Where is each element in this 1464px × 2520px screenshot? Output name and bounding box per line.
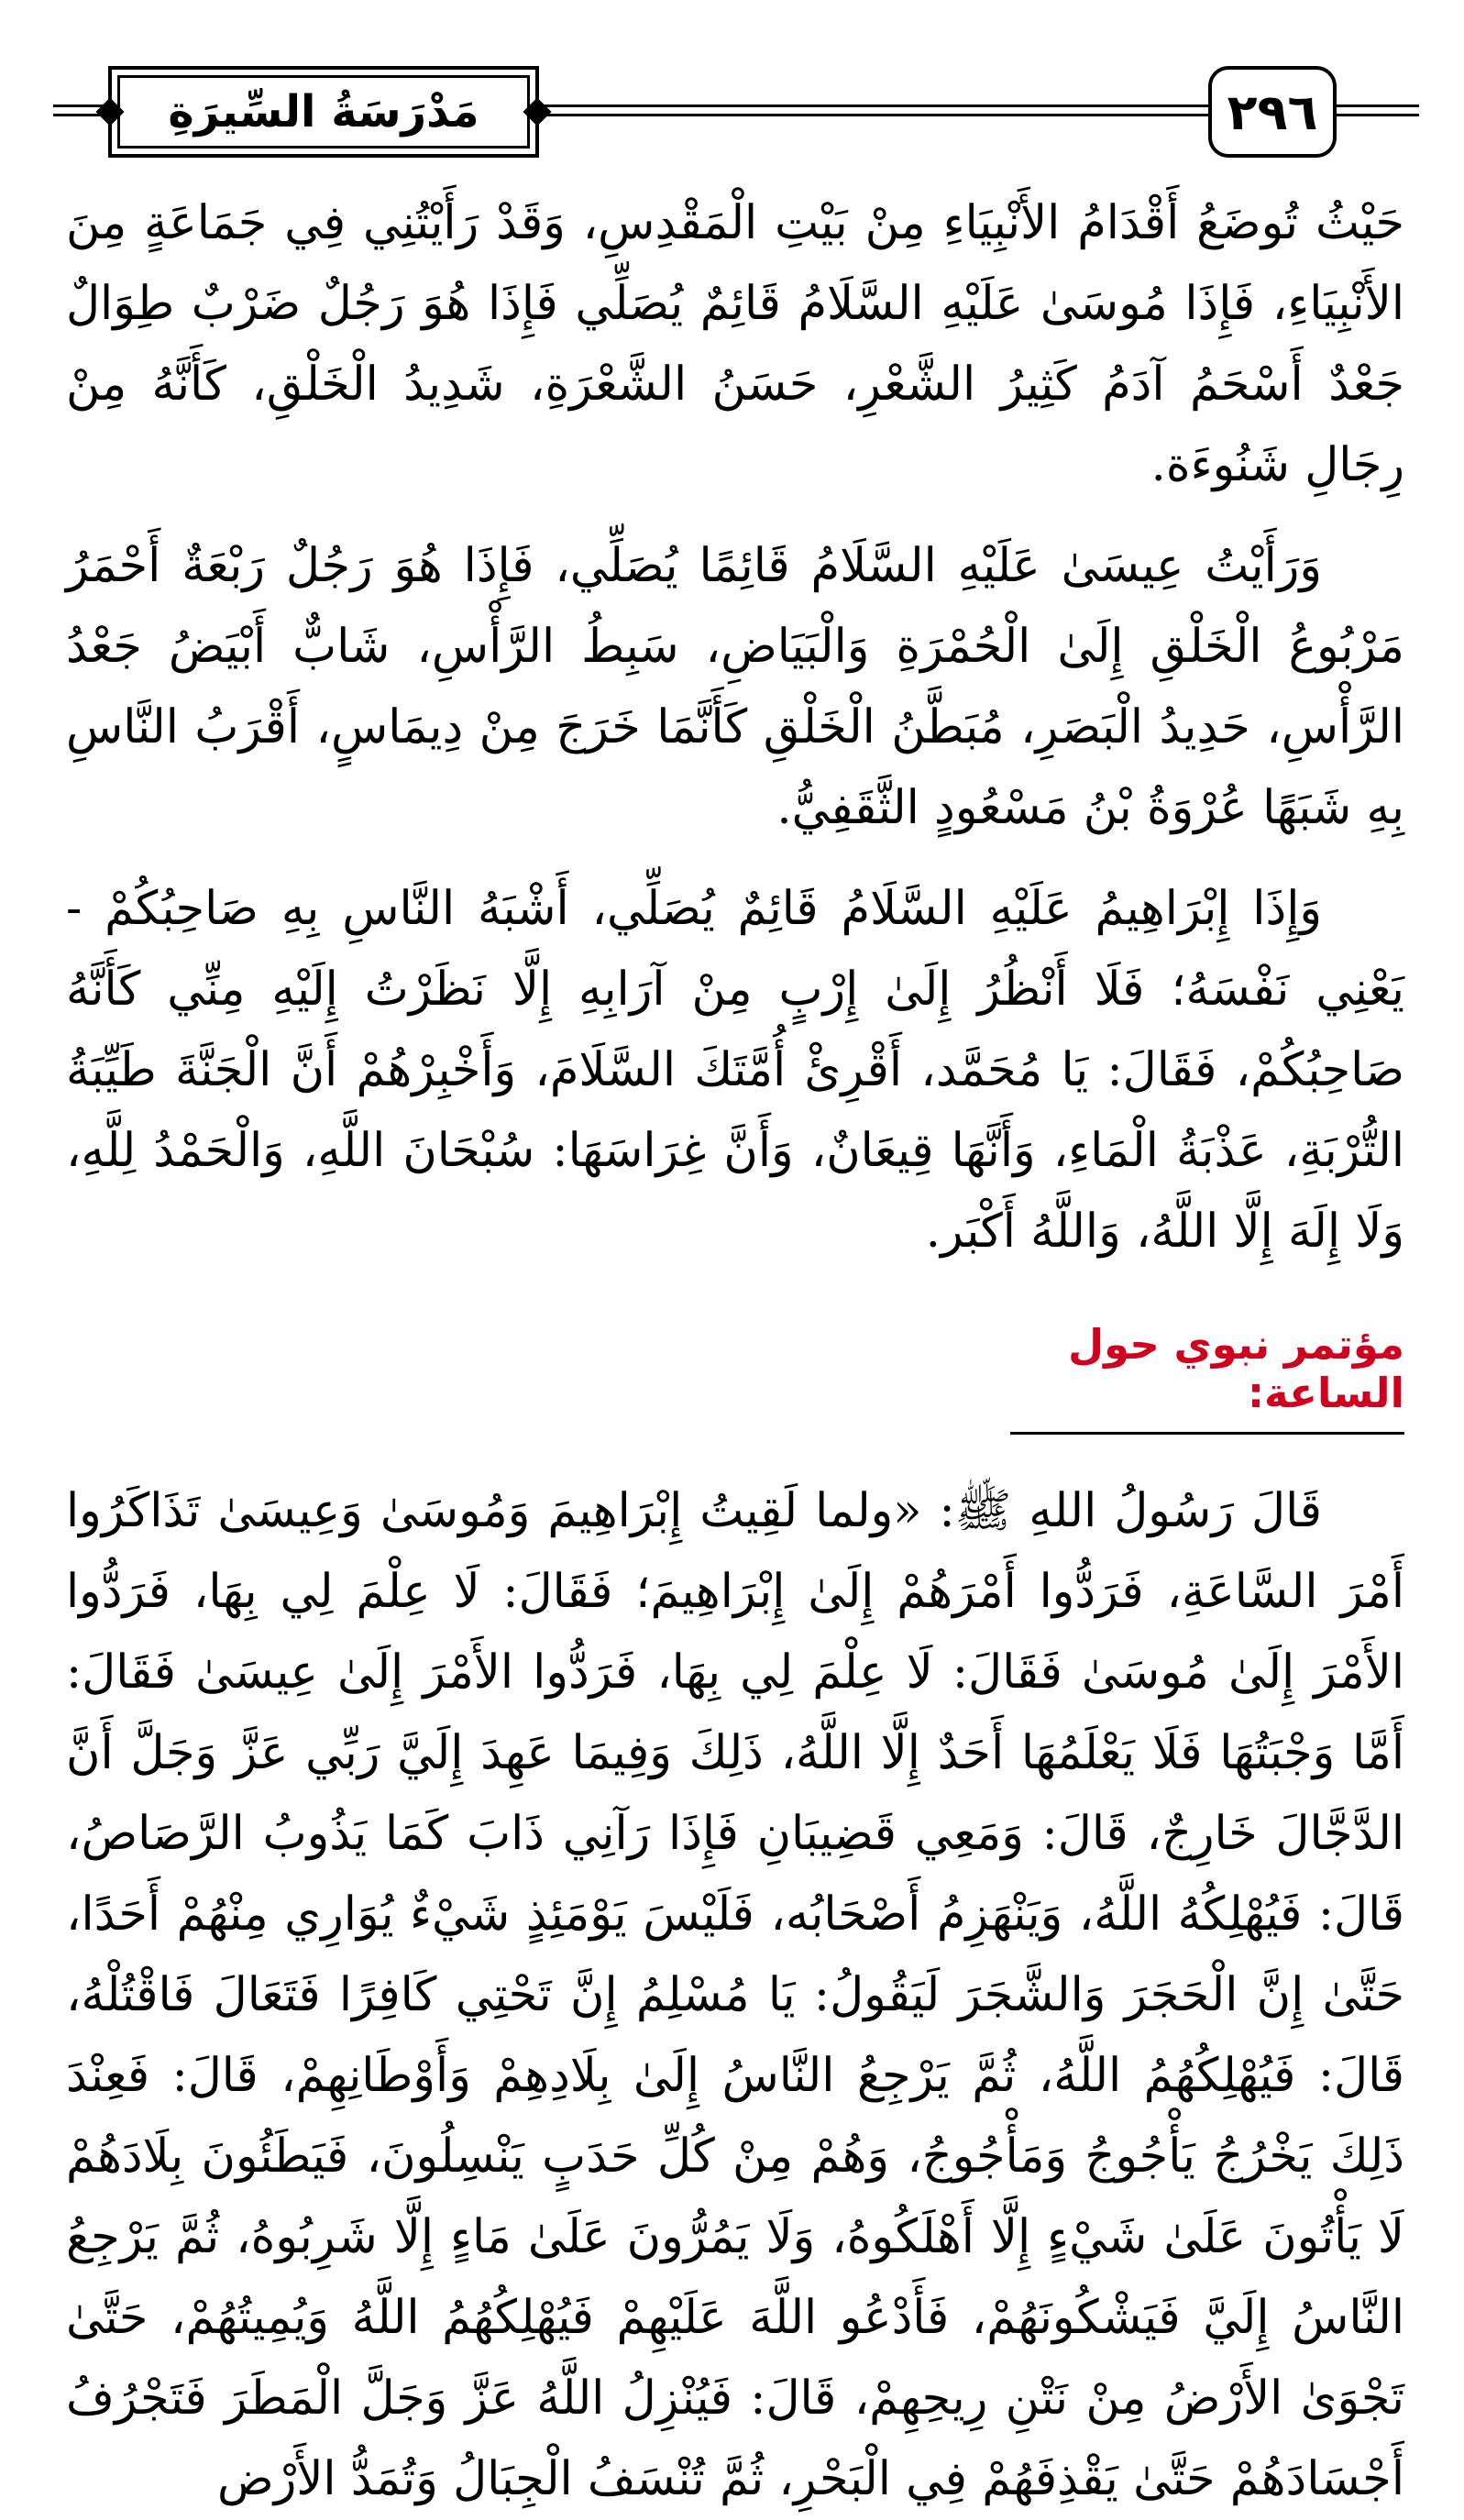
paragraph-3: وَإِذَا إِبْرَاهِيمُ عَلَيْهِ السَّلَامُ قَائِمٌ يُصَلِّي، أَشْبَهُ النَّاسِ بِهِ صَاحِبُكُمْ - يَعْنِي نَفْسَهُ؛ فَلَا أَنْظُرُ إِلَىٰ إِرْبٍ مِنْ آرَابِهِ إِلَّا نَظَرْتُ إِلَيْهِ مِنِّي كَأَنَّهُ صَاحِبُكُمْ، فَقَالَ: يَا مُحَمَّد، أَقْرِئْ أُمَّتَكَ السَّلَامَ، وَأَخْبِرْهُمْ أَنَّ الْجَنَّةَ طَيِّبَةُ التُّرْبَةِ، عَذْبَةُ الْمَاءِ، وَأَنَّهَا قِيعَانٌ، وَأَنَّ غِرَاسَهَا: سُبْحَانَ اللَّهِ، وَالْحَمْدُ لِلَّهِ، وَلَا إِلَهَ إِلَّا اللَّهُ، وَاللَّهُ أَكْبَر. (66, 882, 1404, 1259)
paragraph-4: قَالَ رَسُولُ اللهِ ﷺ: «ولما لَقِيتُ إِبْرَاهِيمَ وَمُوسَىٰ وَعِيسَىٰ تَذَاكَرُوا أَمْرَ السَّاعَةِ، فَرَدُّوا أَمْرَهُمْ إِلَىٰ إِبْرَاهِيمَ؛ فَقَالَ: لَا عِلْمَ لِي بِهَا، فَرَدُّوا الأَمْرَ إِلَىٰ مُوسَىٰ فَقَالَ: لَا عِلْمَ لِي بِهَا، فَرَدُّوا الأَمْرَ إِلَىٰ عِيسَىٰ فَقَالَ: أَمَّا وَجْبَتُهَا فَلَا يَعْلَمُهَا أَحَدٌ إِلَّا اللَّهُ، ذَلِكَ وَفِيمَا عَهِدَ إِلَيَّ رَبِّي عَزَّ وَجَلَّ أَنَّ الدَّجَّالَ خَارِجٌ، قَالَ: وَمَعِي قَضِيبَانِ فَإِذَا رَآنِي ذَابَ كَمَا يَذُوبُ الرَّصَاصُ، قَالَ: فَيُهْلِكُهُ اللَّهُ، وَيَنْهَزِمُ أَصْحَابُه، فَلَيْسَ يَوْمَئِذٍ شَيْءٌ يُوَارِي مِنْهُمْ أَحَدًا، حَتَّىٰ إِنَّ الْحَجَرَ وَالشَّجَرَ لَيَقُولُ: يَا مُسْلِمُ إِنَّ تَحْتِي كَافِرًا فَتَعَالَ فَاقْتُلْهُ، قَالَ: فَيُهْلِكُهُمُ اللَّهُ، ثُمَّ يَرْجِعُ النَّاسُ إِلَىٰ بِلَادِهِمْ وَأَوْطَانِهِمْ، قَالَ: فَعِنْدَ ذَلِكَ يَخْرُجُ يَأْجُوجُ وَمَأْجُوجُ، وَهُمْ مِنْ كُلِّ حَدَبٍ يَنْسِلُونَ، فَيَطَئُونَ بِلَادَهُمْ لَا يَأْتُونَ عَلَىٰ شَيْءٍ إِلَّا أَهْلَكُوهُ، وَلَا يَمُرُّونَ عَلَىٰ مَاءٍ إِلَّا شَرِبُوهُ، ثُمَّ يَرْجِعُ النَّاسُ إِلَيَّ فَيَشْكُونَهُمْ، فَأَدْعُو اللَّهَ عَلَيْهِمْ فَيُهْلِكُهُمُ اللَّهُ وَيُمِيتُهُمْ، حَتَّىٰ تَجْوَىٰ الأَرْضُ مِنْ نَتْنِ رِيحِهِمْ، قَالَ: فَيُنْزِلُ اللَّهُ عَزَّ وَجَلَّ الْمَطَرَ فَتَجْرُفُ أَجْسَادَهُمْ حَتَّىٰ يَقْذِفَهُمْ فِي الْبَحْرِ، ثُمَّ تُنْسَفُ الْجِبَالُ وَتُمَدُّ الأَرْض (66, 1484, 1404, 2506)
book-title: مَدْرَسَةُ السِّيرَةِ (168, 86, 479, 138)
book-title-frame (108, 66, 539, 158)
paragraph-2: وَرَأَيْتُ عِيسَىٰ عَلَيْهِ السَّلَامُ قَائِمًا يُصَلِّي، فَإِذَا هُوَ رَجُلٌ رَبْعَةٌ أَحْمَرُ مَرْبُوعُ الْخَلْقِ إِلَىٰ الْحُمْرَةِ وَالْبَيَاضِ، سَبِطُ الرَّأْسِ، شَابٌّ أَبْيَضُ جَعْدُ الرَّأْسِ، حَدِيدُ الْبَصَرِ، مُبَطَّنُ الْخَلْقِ كَأَنَّمَا خَرَجَ مِنْ دِيمَاسٍ، أَقْرَبُ النَّاسِ بِهِ شَبَهًا عُرْوَةُ بْنُ مَسْعُودٍ الثَّقَفِيُّ. (66, 539, 1404, 835)
page-header (53, 57, 1419, 167)
page-number-frame (1208, 66, 1337, 158)
section-heading-underline (1010, 1320, 1404, 1435)
page-number: ٢٩٦ (1227, 83, 1318, 141)
section-heading (66, 1320, 1404, 1435)
page-content (66, 183, 1404, 2520)
paragraph-1: حَيْثُ تُوضَعُ أَقْدَامُ الأَنْبِيَاءِ مِنْ بَيْتِ الْمَقْدِسِ، وَقَدْ رَأَيْتُنِي فِي جَمَاعَةٍ مِنَ الأَنْبِيَاءِ، فَإِذَا مُوسَىٰ عَلَيْهِ السَّلَامُ قَائِمٌ يُصَلِّي فَإِذَا هُوَ رَجُلٌ ضَرْبٌ طِوَالٌ جَعْدٌ أَسْحَمُ آدَمُ كَثِيرُ الشَّعْرِ، حَسَنُ الشَّعْرَةِ، شَدِيدُ الْخَلْقِ، كَأَنَّهُ مِنْ رِجَالِ شَنُوءَة. (66, 196, 1404, 492)
section-heading-text: مؤتمر نبوي حول الساعة: (1068, 1320, 1404, 1417)
